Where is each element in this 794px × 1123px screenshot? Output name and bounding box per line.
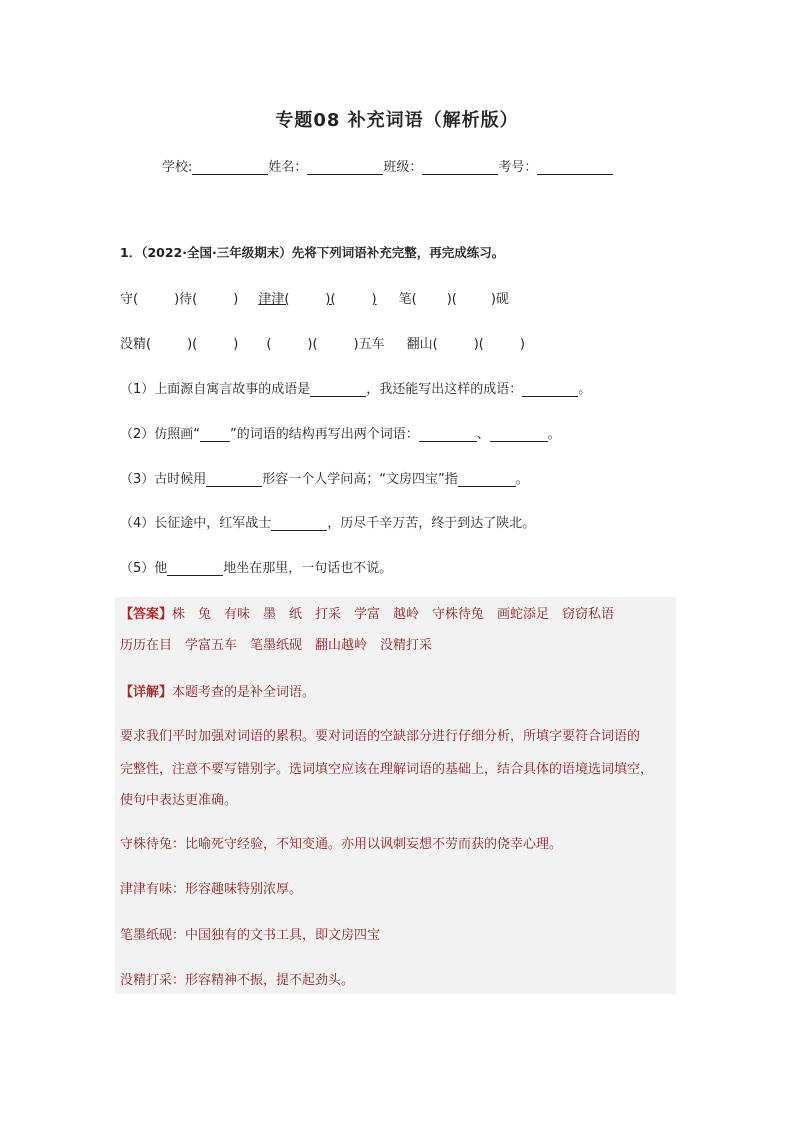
sub4-blank[interactable]: [271, 516, 327, 531]
sub2-sample-blank: [200, 427, 230, 442]
sub-question-5: [120, 557, 392, 576]
word-6-part-a: 翻山(: [406, 337, 438, 352]
sub3-blank-1[interactable]: [206, 472, 262, 487]
detail-intro: 本题考查的是补全词语。: [172, 685, 316, 700]
sub5-blank[interactable]: [167, 561, 223, 576]
name-label: 姓名：: [268, 160, 308, 175]
sub3-text-c: 。: [515, 472, 529, 487]
sub1-blank-1[interactable]: [310, 382, 366, 397]
question-source: （2022·全国·三年级期末）: [141, 245, 292, 260]
class-blank[interactable]: [422, 160, 498, 175]
word-1-part-b: )待(: [174, 292, 198, 307]
exam-number-blank[interactable]: [537, 160, 613, 175]
explanation-2: 津津有味：形容趣味特别浓厚。: [120, 882, 303, 897]
name-blank[interactable]: [307, 160, 383, 175]
detail-paragraph-line-2: 完整性，注意不要写错别字。选词填空应该在理解词语的基础上，结合具体的语境选词填空，: [120, 762, 654, 777]
sub3-blank-2[interactable]: [458, 472, 516, 487]
word-4-part-b: )(: [187, 337, 198, 352]
sub2-text-b: ”的词语的结构再写出两个词语：: [230, 427, 419, 442]
sub-question-1: [120, 378, 591, 397]
word-4-part-a: 没精(: [120, 337, 152, 352]
answer-line-2: 历历在目 学富五车 笔墨纸砚 翻山越岭 没精打采: [120, 638, 433, 653]
word-row-2: [120, 333, 525, 352]
question-prompt: 先将下列词语补充完整，再完成练习。: [291, 245, 505, 260]
explanation-3: 笔墨纸砚：中国独有的文书工具，即文房四宝: [120, 928, 381, 943]
word-5-part-c: )五车: [353, 337, 385, 352]
word-3-part-c: )砚: [490, 292, 509, 307]
underlined-word: [258, 292, 376, 307]
answer-line-1: [120, 603, 614, 622]
sub1-text-a: （1）上面源自寓言故事的成语是: [120, 382, 311, 397]
school-label: 学校:: [162, 160, 193, 175]
sub4-text-b: ，历尽千辛万苦，终于到达了陕北。: [327, 516, 536, 531]
word-6-part-b: )(: [473, 337, 484, 352]
word-2-part-b: )(: [325, 292, 336, 307]
answer-tag: 【答案】: [120, 607, 173, 622]
word-6-part-c: ): [519, 337, 525, 352]
student-info-row: [162, 156, 613, 175]
word-row-1: [120, 288, 509, 307]
sub3-text-b: 形容一个人学问高；“文房四宝”指: [262, 472, 458, 487]
word-1-part-c: ): [233, 292, 239, 307]
sub1-blank-2[interactable]: [522, 382, 578, 397]
detail-intro-line: [120, 681, 315, 700]
exam-label: 考号：: [498, 160, 538, 175]
word-3-part-b: )(: [446, 292, 457, 307]
sub1-text-c: 。: [578, 382, 592, 397]
word-2-part-a: 津津(: [258, 292, 290, 307]
sub2-blank-2[interactable]: [490, 427, 548, 442]
detail-paragraph-line-1: 要求我们平时加强对词语的累积。要对词语的空缺部分进行仔细分析，所填字要符合词语的: [120, 729, 641, 744]
class-label: 班级：: [383, 160, 423, 175]
detail-paragraph-line-3: 使句中表达更准确。: [120, 793, 238, 808]
school-blank[interactable]: [192, 160, 268, 175]
detail-tag: 【详解】: [120, 685, 173, 700]
word-3-part-a: 笔(: [398, 292, 417, 307]
word-1-part-a: 守(: [120, 292, 139, 307]
sub5-text-a: （5）他: [120, 561, 168, 576]
sub4-text-a: （4）长征途中，红军战士: [120, 516, 272, 531]
page-title: 专题08 补充词语（解析版）: [275, 110, 519, 131]
sub2-blank-1[interactable]: [419, 427, 477, 442]
answer-text-1: 株 兔 有味 墨 纸 打采 学富 越岭 守株待兔 画蛇添足 窃窃私语: [172, 607, 615, 622]
sub-question-2: [120, 423, 561, 442]
sub5-text-b: 地坐在那里，一句话也不说。: [223, 561, 393, 576]
word-4-part-c: ): [233, 337, 239, 352]
sub2-text-d: 。: [547, 427, 561, 442]
sub1-text-b: ，我还能写出这样的成语：: [366, 382, 523, 397]
explanation-4: 没精打采：形容精神不振，提不起劲头。: [120, 973, 355, 988]
question-number: 1．: [120, 245, 142, 260]
sub2-text-c: 、: [476, 427, 490, 442]
sub2-text-a: （2）仿照画“: [120, 427, 201, 442]
explanation-1: 守株待兔：比喻死守经验，不知变通。亦用以讽刺妄想不劳而获的侥幸心理。: [120, 837, 563, 852]
word-5-part-a: (: [266, 337, 272, 352]
sub-question-3: [120, 468, 529, 487]
sub-question-4: [120, 512, 535, 531]
question-heading: [120, 243, 504, 261]
sub3-text-a: （3）古时候用: [120, 472, 207, 487]
word-5-part-b: )(: [307, 337, 318, 352]
word-2-part-c: ): [371, 292, 377, 307]
